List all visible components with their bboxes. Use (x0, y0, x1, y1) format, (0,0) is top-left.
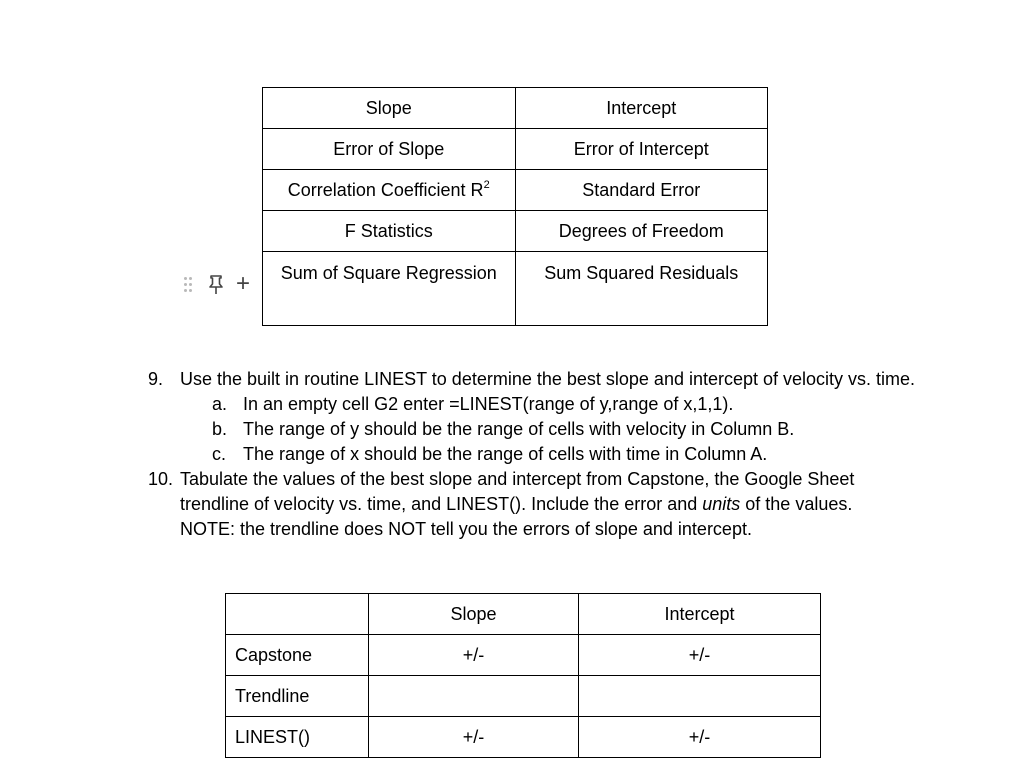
list-item (148, 467, 928, 542)
sub-list-item (148, 392, 928, 417)
table-row (263, 252, 768, 326)
list-text: The range of y should be the range of cells with velocity in Column B. (243, 419, 795, 439)
plus-icon[interactable]: + (236, 270, 251, 297)
list-letter: c. (212, 444, 227, 464)
table-cell[interactable]: F Statistics (263, 211, 516, 252)
note-text: NOTE: the trendline does NOT tell you the errors of slope and intercept. (180, 519, 752, 539)
list-number: 10. (148, 469, 174, 489)
cell-text: Correlation Coefficient R (287, 179, 484, 200)
table-cell[interactable] (263, 170, 516, 211)
table-cell[interactable] (226, 594, 369, 635)
pin-icon[interactable] (208, 275, 224, 300)
table-cell[interactable]: Error of Intercept (515, 129, 768, 170)
table-row (226, 635, 821, 676)
table-cell[interactable]: Degrees of Freedom (515, 211, 768, 252)
sub-list-item (148, 417, 928, 442)
table-row (263, 88, 768, 129)
table-row (263, 129, 768, 170)
table-cell[interactable]: Sum of Square Regression (263, 252, 516, 326)
list-text: of the values. (740, 494, 853, 514)
table-cell[interactable]: Standard Error (515, 170, 768, 211)
table-row (226, 717, 821, 758)
column-header[interactable]: Slope (369, 594, 579, 635)
sub-list-item (148, 442, 928, 467)
list-text: Use the built in routine LINEST to determine the best slope and intercept of velocity vs. time. (180, 369, 916, 389)
row-label[interactable]: LINEST() (226, 717, 369, 758)
linest-output-table (262, 87, 768, 326)
table-cell[interactable]: Intercept (515, 88, 768, 129)
table-cell[interactable] (579, 676, 821, 717)
table-cell[interactable]: +/- (369, 635, 579, 676)
table-row (263, 170, 768, 211)
table-row (226, 676, 821, 717)
table-cell[interactable]: Sum Squared Residuals (515, 252, 768, 326)
table-cell[interactable]: +/- (579, 717, 821, 758)
table-cell[interactable] (369, 676, 579, 717)
row-handle (180, 270, 260, 297)
instructions-list (148, 367, 928, 542)
row-label[interactable]: Trendline (226, 676, 369, 717)
table-cell[interactable]: +/- (369, 717, 579, 758)
results-comparison-table (225, 593, 821, 758)
list-text: In an empty cell G2 enter =LINEST(range of y,range of x,1,1). (243, 394, 734, 414)
list-letter: a. (212, 394, 228, 414)
table-row (226, 594, 821, 635)
list-text: The range of x should be the range of cells with time in Column A. (243, 444, 768, 464)
list-number: 9. (148, 369, 164, 389)
list-text: Tabulate the values of the best slope and intercept from Capstone, the Google Sheet trendline of velocity vs. time, and LINEST(). Include the error and (180, 469, 855, 514)
row-label[interactable]: Capstone (226, 635, 369, 676)
drag-handle-icon[interactable] (184, 277, 194, 293)
italic-text: units (702, 494, 741, 514)
superscript: 2 (483, 178, 490, 191)
table-cell[interactable]: Slope (263, 88, 516, 129)
table-cell[interactable]: Error of Slope (263, 129, 516, 170)
table-row (263, 211, 768, 252)
table-cell[interactable]: +/- (579, 635, 821, 676)
list-letter: b. (212, 419, 228, 439)
column-header[interactable]: Intercept (579, 594, 821, 635)
list-item (148, 367, 928, 392)
